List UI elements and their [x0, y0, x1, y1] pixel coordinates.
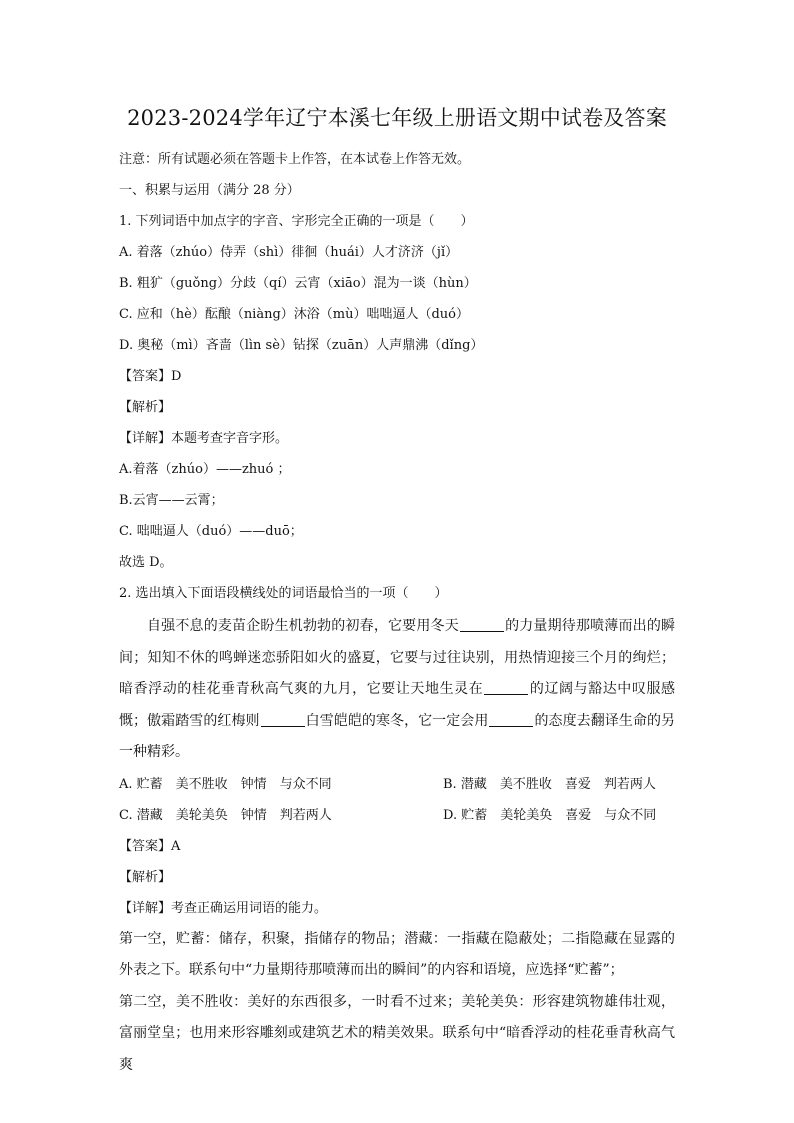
notice: 注意：所有试题必须在答题卡上作答，在本试卷上作答无效。: [119, 152, 471, 167]
fill-blank-2: [484, 680, 528, 695]
question-1-explain-b: B.云宵——云霄；: [119, 493, 224, 508]
question-2-options-row-1: [119, 769, 675, 800]
passage-part-3: 的辽阔与豁达中叹服感慨；傲霜踏雪的红梅则: [119, 681, 676, 729]
question-1-conclusion: 故选 D。: [119, 555, 173, 570]
question-2-answer: 【答案】A: [119, 838, 181, 854]
question-2-passage: [119, 611, 675, 769]
page-title: 2023-2024学年辽宁本溪七年级上册语文期中试卷及答案: [127, 106, 667, 130]
question-1-explain-c: C. 咄咄逼人（duó）——duō；: [119, 524, 303, 539]
passage-part-5: 的态度去翻译生命的另一种精彩。: [119, 712, 676, 760]
fill-blank-1: [460, 617, 504, 632]
question-1-stem-text: 1. 下列词语中加点字的字音、字形完全正确的一项是（: [119, 214, 435, 229]
question-1-option-a: A. 着落（zhúo）侍弄（shì）徘徊（huái）人才济济（jǐ）: [119, 245, 459, 260]
question-1-option-b: B. 粗犷（guǒng）分歧（qí）云宵（xiāo）混为一谈（hùn）: [119, 276, 477, 291]
question-2-explain-1: 第一空，贮蓄：储存，积聚，指储存的物品；潜藏：一指藏在隐蔽处；二指隐藏在显露的外表之下。联系句中“力量期待那喷薄而出的瞬间”的内容和语境，应选择“贮蓄”；: [119, 930, 675, 978]
question-2-options-row-2: [119, 800, 675, 831]
question-2-detail: 【详解】考查正确运用词语的能力。: [119, 900, 328, 916]
section-heading: 一、积累与运用（满分 28 分）: [119, 183, 300, 198]
passage-part-1: 自强不息的麦苗企盼生机勃勃的初春，它要用冬天: [147, 618, 459, 634]
question-2-stem: [119, 578, 675, 609]
question-1-option-c: C. 应和（hè）酝酿（niàng）沐浴（mù）咄咄逼人（duó）: [119, 307, 470, 322]
document-body: [119, 144, 675, 1081]
question-1-stem: [119, 206, 675, 237]
question-2-stem-close: ）: [434, 586, 448, 601]
question-1-detail: 【详解】本题考查字音字形。: [119, 431, 289, 446]
fill-blank-3: [261, 712, 305, 727]
question-1-stem-close: ）: [460, 214, 474, 229]
passage-part-2: 的力量期待那喷薄而出的瞬间；知知不休的鸣蝉迷恋骄阳如火的盛夏，它要与过往诀别，用热情迎接三个月的绚烂；暗香浮动的桂花垂青秋高气爽的九月，它要让天地生灵在: [119, 618, 676, 697]
fill-blank-4: [489, 712, 533, 727]
question-1-explain-a: A.着落（zhúo）——zhuó ；: [119, 462, 291, 477]
question-2-option-b: B. 潜藏 美不胜收 喜爱 判若两人: [443, 776, 656, 792]
passage-part-4: 白雪皑皑的寒冬，它一定会用: [305, 712, 489, 729]
question-2-option-a: A. 贮蓄 美不胜收 钟情 与众不同: [119, 776, 332, 792]
question-2-explain-2: 第二空，美不胜收：美好的东西很多，一时看不过来；美轮美奂：形容建筑物雄伟壮观，富丽堂皇；也用来形容雕刻或建筑艺术的精美效果。联系句中“暗香浮动的桂花垂青秋高气爽: [119, 993, 675, 1073]
question-2-option-c: C. 潜藏 美轮美奂 钟情 判若两人: [119, 807, 332, 823]
question-2-analysis-label: 【解析】: [119, 869, 172, 885]
question-2-option-d: D. 贮蓄 美轮美奂 喜爱 与众不同: [443, 807, 657, 823]
question-1-analysis-label: 【解析】: [119, 400, 172, 415]
question-1-answer: 【答案】D: [119, 369, 182, 384]
question-2-stem-text: 2. 选出填入下面语段横线处的词语最恰当的一项（: [119, 586, 409, 601]
question-1-option-d: D. 奥秘（mì）吝啬（lìn sè）钻探（zuān）人声鼎沸（dǐng）: [119, 338, 484, 353]
